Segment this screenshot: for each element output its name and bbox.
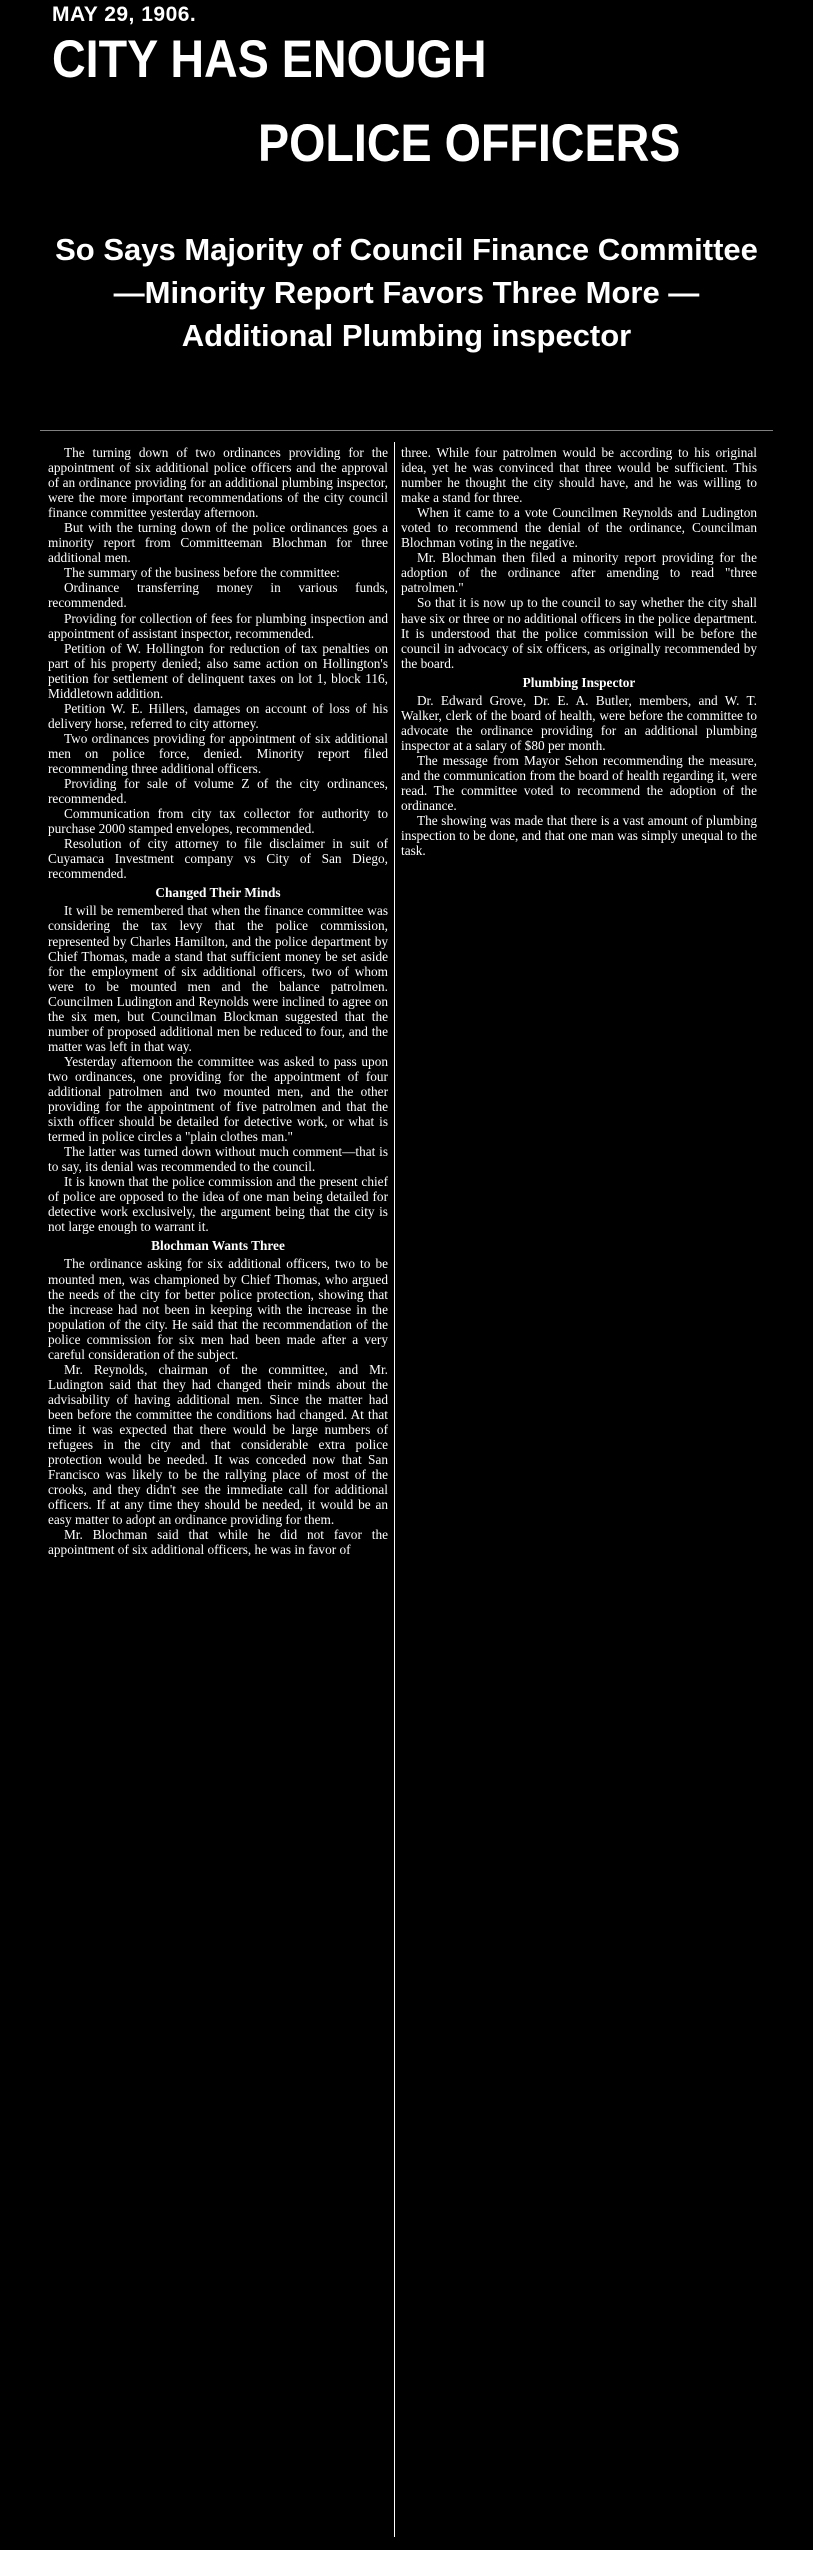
paragraph: The summary of the business before the committee: [63, 565, 340, 581]
paragraph: Mr. Blochman said that while he did not favor the appointment of six additional officers, he was in favor of [48, 1527, 388, 1558]
subheadline-deck: So Says Majority of Council Finance Committee—Minority Report Favors Three More —Additional Plumbing inspector [55, 232, 758, 353]
paragraph: It will be remembered that when the finance committee was considering the tax levy that the police commission, represented by Charles Hamilton, and the police department by Chief Thomas, made a stand that sufficient money be set aside for the employment of six additional officers, two of whom were to be mounted men and the balance patrolmen. Councilmen Ludington and Reynolds were inclined to agree on the six men, but Councilman Blockman suggested that the number of proposed additional men be reduced to four, and the matter was left in that way. [48, 903, 388, 1054]
paragraph: Providing for collection of fees for plumbing inspection and appointment of assistant inspector, recommended. [48, 610, 388, 641]
paragraph: Ordinance transferring money in various funds, recommended. [48, 580, 388, 611]
paragraph: The latter was turned down without much comment—that is to say, its denial was recommended to the council. [48, 1144, 388, 1175]
paragraph: The message from Mayor Sehon recommending the measure, and the communication from the board of health regarding it, were read. The committee voted to recommend the adoption of the ordinance. [401, 752, 757, 814]
section-heading-plumbing-inspector: Plumbing Inspector [522, 674, 636, 690]
paragraph: three. While four patrolmen would be according to his original idea, yet he was convinced that three would be sufficient. This number he thought the city should have, and he was willing to make a stand for three. [401, 445, 757, 506]
paragraph: Providing for sale of volume Z of the city ordinances, recommended. [48, 776, 388, 807]
headline-line-2: POLICE OFFICERS [258, 114, 681, 173]
article-column-1 [48, 445, 388, 2540]
paragraph: It is known that the police commission and the present chief of police are opposed to the idea of one man being detailed for detective work exclusively, the argument being that the city is not large enough to warrant it. [48, 1174, 388, 1235]
paragraph: Resolution of city attorney to file disclaimer in suit of Cuyamaca Investment company vs City of San Diego, recommended. [48, 836, 388, 882]
article-column-2 [401, 445, 757, 1195]
paragraph: But with the turning down of the police ordinances goes a minority report from Committeeman Blochman for three additional men. [48, 520, 388, 566]
paragraph: Mr. Blochman then filed a minority report providing for the adoption of the ordinance after amending to read "three patrolmen." [401, 550, 757, 596]
section-heading-blochman-wants-three: Blochman Wants Three [151, 1238, 285, 1254]
paragraph: Petition of W. Hollington for reduction of tax penalties on part of his property denied; also same action on Hollington's petition for settlement of delinquent taxes on lot 1, block 116, Middletown addition. [48, 640, 388, 701]
header-divider [40, 430, 773, 431]
paragraph: The turning down of two ordinances providing for the appointment of six additional police officers and the approval of an ordinance providing for an additional plumbing inspector, were the more important recommendations of the city council finance committee yesterday afternoon. [48, 445, 388, 521]
paragraph: Communication from city tax collector for authority to purchase 2000 stamped envelopes, recommended. [48, 806, 388, 837]
paragraph: When it came to a vote Councilmen Reynolds and Ludington voted to recommend the denial of the ordinance, Councilman Blochman voting in the negative. [401, 505, 757, 551]
section-heading-changed-their-minds: Changed Their Minds [155, 885, 281, 901]
paragraph: The showing was made that there is a vast amount of plumbing inspection to be done, and that one man was simply unequal to the task. [401, 813, 757, 859]
paragraph: Petition W. E. Hillers, damages on account of loss of his delivery horse, referred to city attorney. [48, 700, 388, 731]
paragraph: Mr. Reynolds, chairman of the committee, and Mr. Ludington said that they had changed their minds about the advisability of having additional men. Since the matter had been before the committee the conditions had changed. At that time it was expected that there would be large numbers of refugees in the city and that considerable extra police protection would be needed. It was conceded now that San Francisco was likely to be the rallying place of most of the crooks, and they didn't see the immediate call for additional officers. If at any time they should be needed, it would be an easy matter to adopt an ordinance providing for them. [48, 1361, 388, 1528]
column-divider [394, 442, 395, 2537]
paragraph: Dr. Edward Grove, Dr. E. A. Butler, members, and W. T. Walker, clerk of the board of health, were before the committee to advocate the ordinance providing for an additional plumbing inspector at a salary of $80 per month. [401, 692, 757, 753]
dateline: MAY 29, 1906. [52, 3, 197, 26]
paragraph: Two ordinances providing for appointment of six additional men on police force, denied. Minority report filed recommending three additional officers. [48, 730, 388, 776]
paragraph: The ordinance asking for six additional officers, two to be mounted men, was championed by Chief Thomas, who argued the needs of the city for better police protection, showing that the increase had not been in keeping with the increase in the population of the city. He said that the recommendation of the police commission for six men had been made after a very careful consideration of the subject. [48, 1256, 388, 1362]
paragraph: Yesterday afternoon the committee was asked to pass upon two ordinances, one providing for the appointment of four additional patrolmen and two mounted men, and the other providing for the appointment of five patrolmen and that the sixth officer should be detailed for detective work, or what is termed in police circles a "plain clothes man." [48, 1053, 388, 1145]
paragraph: So that it is now up to the council to say whether the city shall have six or three or no additional officers in the police department. It is understood that the police commission will be before the council in advocacy of six officers, as originally recommended by the board. [401, 595, 757, 671]
headline-line-1: CITY HAS ENOUGH [52, 30, 487, 89]
